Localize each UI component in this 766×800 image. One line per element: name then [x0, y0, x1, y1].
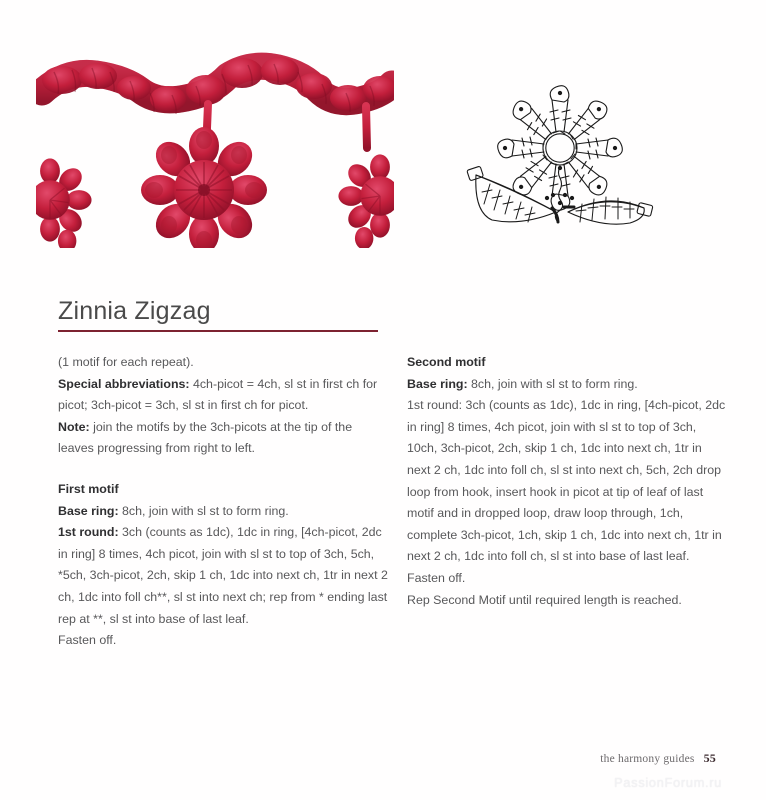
photo-flower-center — [36, 127, 394, 248]
note-paragraph — [58, 417, 388, 460]
right-text-column — [407, 352, 727, 611]
base-ring-label: Base ring: — [58, 503, 119, 518]
flower-petals — [141, 127, 267, 248]
left-text-column — [58, 352, 388, 652]
page-footer — [600, 751, 716, 766]
note-body: join the motifs by the 3ch-picots at the tip of the leaves progressing from right to left. — [58, 419, 353, 456]
second-motif-heading: Second motif — [407, 355, 486, 369]
second-motif-round1: 1st round: 3ch (counts as 1dc), 1dc in ring, [4ch-picot, 2dc in ring] 8 times, 4ch picot, join with sl st to top of 3ch, 10ch, 3ch-picot, 2ch, skip 1 ch, 1dc into next ch, 1tr in next 2 ch, 1dc into foll ch, sl st into next ch, 5ch, 2ch drop loop from hook, insert hook in picot at tip of leaf of last motif and in dropped loop, draw loop through, 1ch, complete 3ch-picot, 1ch, skip 1 ch, 1dc into next ch, 1tr in next 2 ch, 1dc into foll ch, sl st into base of last leaf. — [407, 398, 726, 564]
base-ring-body: 8ch, join with sl st to form ring. — [118, 503, 289, 518]
section-spacer — [58, 460, 388, 479]
photo-chain-band — [42, 57, 394, 114]
second-motif-base-ring — [407, 374, 727, 396]
book-title: the harmony guides — [600, 753, 695, 765]
crochet-swatch-photo — [36, 48, 394, 248]
diagram-leaf-right — [564, 197, 653, 224]
first-motif-round1 — [58, 522, 388, 630]
page-title: Zinnia Zigzag — [58, 297, 211, 325]
special-abbreviations-label: Special abbreviations: — [58, 376, 190, 391]
intro-paragraph: (1 motif for each repeat). — [58, 355, 194, 369]
special-abbreviations-body: 4ch-picot = 4ch, sl st in first ch for picot; 3ch-picot = 3ch, sl st in first ch for picot. — [58, 376, 378, 413]
first-motif-heading: First motif — [58, 481, 119, 496]
round1-label: 1st round: — [58, 525, 119, 540]
base-ring-body: 8ch, join with sl st to form ring. — [467, 376, 638, 391]
diagram-base-ring — [543, 131, 577, 165]
repeat-note: Rep Second Motif until required length is reached. — [407, 592, 682, 607]
special-abbreviations-paragraph — [58, 374, 388, 417]
site-watermark: PassionForum.ru — [614, 775, 722, 790]
round1-body: 3ch (counts as 1dc), 1dc in ring, [4ch-picot, 2dc in ring] 8 times, 4ch picot, join with sl st to top of 3ch, 5ch, *5ch, 3ch-picot, 2ch, skip 1 ch, 1dc into next ch, 1tr in next 2 ch, 1dc into foll ch**, sl st into next ch; rep from * ending last rep at **, sl st into base of last leaf. — [58, 525, 388, 626]
title-underline-rule — [58, 330, 378, 332]
first-motif-fasten-off: Fasten off. — [58, 633, 117, 648]
page-number: 55 — [703, 751, 716, 765]
second-motif-fasten-off: Fasten off. — [407, 570, 466, 585]
diagram-leaf-left — [467, 166, 558, 222]
crochet-stitch-diagram — [452, 80, 668, 260]
note-label: Note: — [58, 419, 90, 434]
base-ring-label: Base ring: — [407, 376, 468, 391]
title-block — [58, 296, 380, 332]
first-motif-base-ring — [58, 501, 388, 523]
